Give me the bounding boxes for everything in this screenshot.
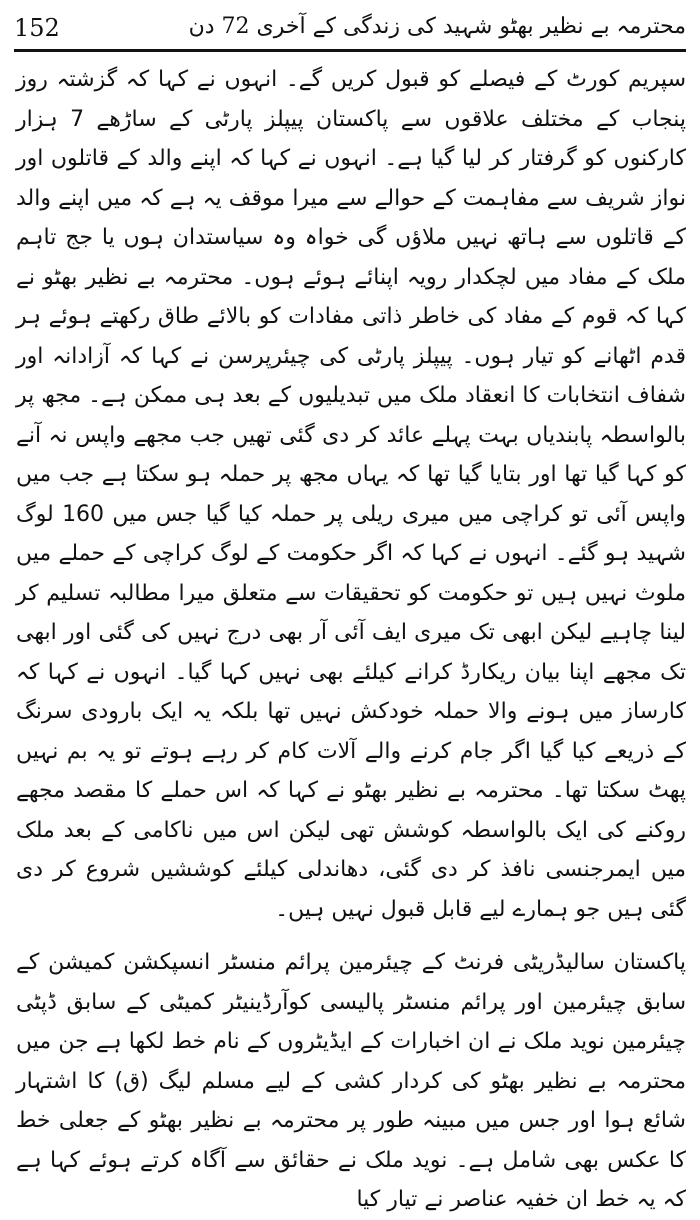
header-divider <box>14 49 686 52</box>
running-title: محترمہ بے نظیر بھٹو شہید کی زندگی کے آخری 72 دن <box>188 14 686 39</box>
paragraph-2: پاکستان سالیڈریٹی فرنٹ کے چیئرمین پرائم منسٹر انسپکشن کمیشن کے سابق چیئرمین اور پرائم منسٹر پالیسی کوآرڈینیٹر کمیٹی کے سابق ڈپٹی چیئرمین نوید ملک نے ان اخبارات کے ایڈیٹروں کے نام خط لکھا ہے جن میں محترمہ بے نظیر بھٹو کی کردار کشی کے لیے مسلم لیگ (ق) کا اشتہار شائع ہوا اور جس میں مبینہ طور پر محترمہ بے نظیر بھٹو کے جعلی خط کا عکس بھی شامل ہے۔ نوید ملک نے حقائق سے آگاہ کرتے ہوئے کہا ہے کہ یہ خط ان خفیہ عناصر نے تیار کیا <box>16 950 686 1212</box>
body-text <box>16 60 686 1220</box>
page-header <box>14 8 686 54</box>
page-number: 152 <box>14 14 60 42</box>
paragraph-1: سپریم کورٹ کے فیصلے کو قبول کریں گے۔ انہوں نے کہا کہ گزشتہ روز پنجاب کے مختلف علاقوں سے پاکستان پیپلز پارٹی کے ساڑھے 7 ہزار کارکنوں کو گرفتار کر لیا گیا ہے۔ انہوں نے کہا کہ اپنے والد کے قاتلوں اور نواز شریف سے مفاہمت کے حوالے سے میرا موقف یہ ہے کہ میں اپنے والد کے قاتلوں سے ہاتھ نہیں ملاؤں گی خواہ وہ سیاستدان ہوں یا جج تاہم ملک کے مفاد میں لچکدار رویہ اپنائے ہوئے ہوں۔ محترمہ بے نظیر بھٹو نے کہا کہ قوم کے مفاد کی خاطر ذاتی مفادات کو بالائے طاق رکھتے ہوئے ہر قدم اٹھانے کو تیار ہوں۔ پیپلز پارٹی کی چیئرپرسن نے کہا کہ آزادانہ اور شفاف انتخابات کا انعقاد ملک میں تبدیلیوں کے بعد ہی ممکن ہے۔ مجھ پر بالواسطہ پابندیاں بہت پہلے عائد کر دی گئی تھیں جب مجھے واپس نہ آنے کو کہا گیا تھا اور بتایا گیا تھا کہ یہاں مجھ پر حملہ ہو سکتا ہے جب میں واپس آئی تو کراچی میں میری ریلی پر حملہ کیا گیا جس میں 160 لوگ شہید ہو گئے۔ انہوں نے کہا کہ اگر حکومت کے لوگ کراچی کے حملے میں ملوث نہیں ہیں تو حکومت کو تحقیقات سے متعلق میرا مطالبہ تسلیم کر لینا چاہیے لیکن ابھی تک میری ایف آئی آر بھی درج نہیں کی گئی اور ابھی تک مجھے اپنا بیان ریکارڈ کرانے کیلئے بھی نہیں کہا گیا۔ انہوں نے کہا کہ کارساز میں ہونے والا حملہ خودکش نہیں تھا بلکہ یہ ایک بارودی سرنگ کے ذریعے کیا گیا اگر جام کرنے والے آلات کام کر رہے ہوتے تو یہ بم نہیں پھٹ سکتا تھا۔ محترمہ بے نظیر بھٹو نے کہا کہ اس حملے کا مقصد مجھے روکنے کی ایک بالواسطہ کوشش تھی لیکن اس میں ناکامی کے بعد ملک میں ایمرجنسی نافذ کر دی گئی، دھاندلی کیلئے کوششیں شروع کر دی گئی ہیں جو ہمارے لیے قابل قبول نہیں ہیں۔ <box>16 67 686 922</box>
